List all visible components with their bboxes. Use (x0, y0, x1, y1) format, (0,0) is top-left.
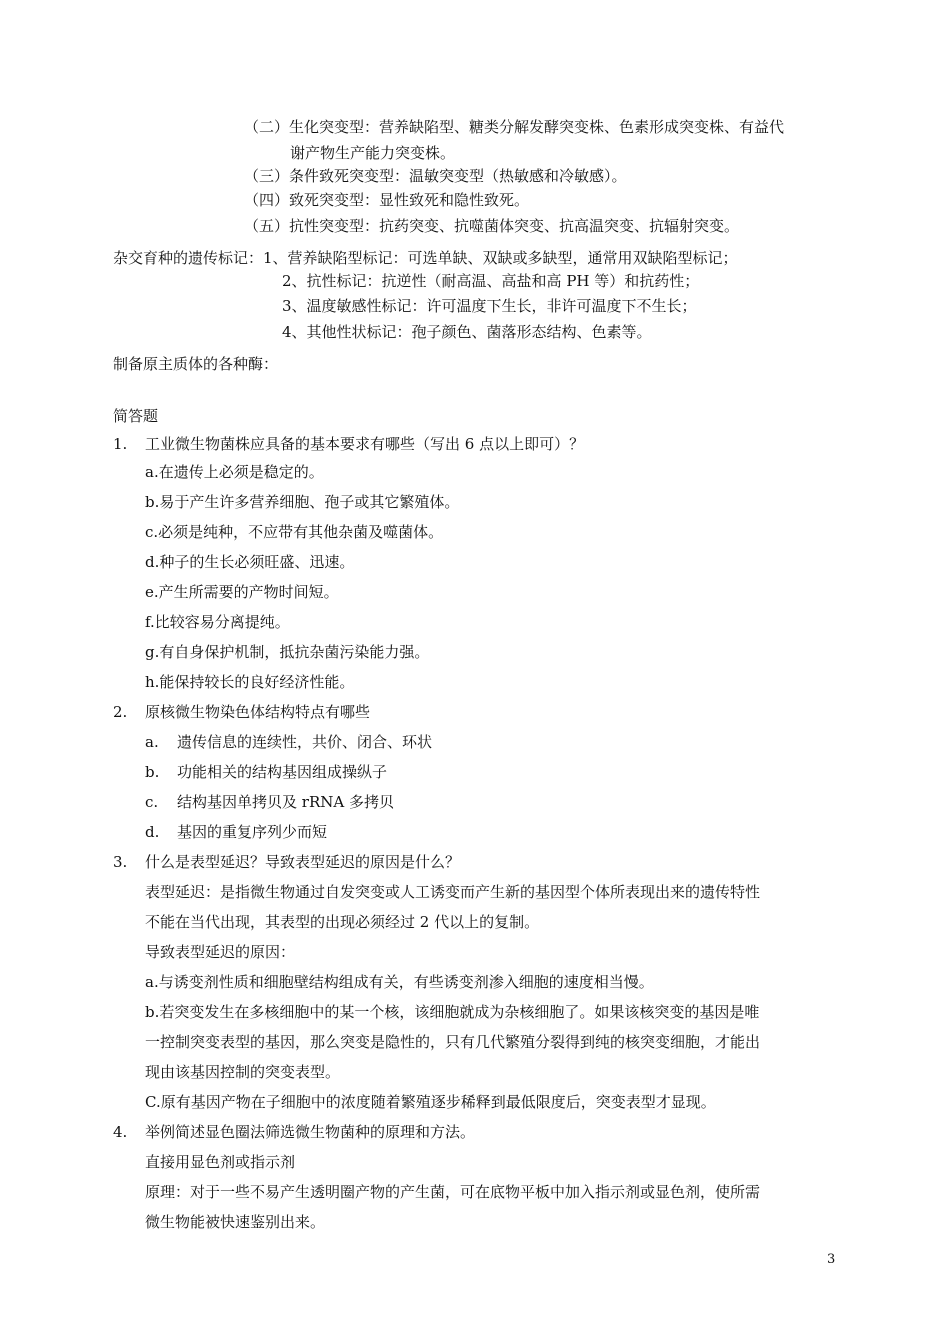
question-1-answer: h.能保持较长的良好经济性能。 (145, 673, 355, 691)
marker-temperature: 3、温度敏感性标记：许可温度下生长，非许可温度下不生长； (282, 297, 697, 315)
question-2-answer: 结构基因单拷贝及 rRNA 多拷贝 (177, 793, 394, 811)
question-2-number: 2. (113, 703, 128, 721)
question-3-line: 不能在当代出现，其表型的出现必须经过 2 代以上的复制。 (145, 913, 540, 931)
question-4-line: 原理：对于一些不易产生透明圈产物的产生菌，可在底物平板中加入指示剂或显色剂，使所需 (145, 1183, 761, 1201)
question-4-number: 4. (113, 1123, 128, 1141)
page-number: 3 (827, 1252, 836, 1267)
mutation-biochemical-line2: 谢产物生产能力突变株。 (290, 144, 456, 162)
question-3-number: 3. (113, 853, 128, 871)
question-2-answer: 基因的重复序列少而短 (177, 823, 328, 841)
question-2-answer: 功能相关的结构基因组成操纵子 (177, 763, 388, 781)
question-2-answer-label: a. (145, 733, 159, 751)
question-2-answer-label: d. (145, 823, 160, 841)
short-answer-heading: 简答题 (113, 407, 159, 425)
question-2-answer-label: b. (145, 763, 160, 781)
question-3-line: a.与诱变剂性质和细胞壁结构组成有关，有些诱变剂渗入细胞的速度相当慢。 (145, 973, 654, 991)
marker-resistance: 2、抗性标记：抗逆性（耐高温、高盐和高 PH 等）和抗药性； (282, 272, 700, 290)
question-1-answer: e.产生所需要的产物时间短。 (145, 583, 339, 601)
mutation-biochemical-line1: （二）生化突变型：营养缺陷型、糖类分解发酵突变株、色素形成突变株、有益代 (244, 118, 785, 136)
question-4-line: 微生物能被快速鉴别出来。 (145, 1213, 326, 1231)
question-3-line: 现由该基因控制的突变表型。 (145, 1063, 341, 1081)
question-2-answer-label: c. (145, 793, 159, 811)
question-3-line: C.原有基因产物在子细胞中的浓度随着繁殖逐步稀释到最低限度后，突变表型才显现。 (145, 1093, 716, 1111)
mutation-lethal: （四）致死突变型：显性致死和隐性致死。 (244, 191, 530, 209)
enzymes-heading: 制备原主质体的各种酶： (113, 355, 279, 373)
markers-intro: 杂交育种的遗传标记：1、营养缺陷型标记：可选单缺、双缺或多缺型，通常用双缺陷型标记； (113, 249, 738, 267)
question-3-line: b.若突变发生在多核细胞中的某一个核，该细胞就成为杂核细胞了。如果该核突变的基因是唯 (145, 1003, 760, 1021)
question-1-answer: b.易于产生许多营养细胞、孢子或其它繁殖体。 (145, 493, 460, 511)
question-4-text: 举例简述显色圈法筛选微生物菌种的原理和方法。 (145, 1123, 476, 1141)
question-3-text: 什么是表型延迟？导致表型延迟的原因是什么？ (145, 853, 461, 871)
mutation-resistance: （五）抗性突变型：抗药突变、抗噬菌体突变、抗高温突变、抗辐射突变。 (244, 217, 740, 235)
question-1-number: 1. (113, 435, 128, 453)
question-2-text: 原核微生物染色体结构特点有哪些 (145, 703, 371, 721)
question-1-answer: c.必须是纯种，不应带有其他杂菌及噬菌体。 (145, 523, 444, 541)
question-1-answer: a.在遗传上必须是稳定的。 (145, 463, 324, 481)
question-3-line: 导致表型延迟的原因： (145, 943, 296, 961)
mutation-conditional: （三）条件致死突变型：温敏突变型（热敏感和冷敏感）。 (244, 167, 627, 185)
question-3-line: 表型延迟：是指微生物通过自发突变或人工诱变而产生新的基因型个体所表现出来的遗传特性 (145, 883, 761, 901)
question-3-line: 一控制突变表型的基因，那么突变是隐性的，只有几代繁殖分裂得到纯的核突变细胞，才能出 (145, 1033, 761, 1051)
question-1-text: 工业微生物菌株应具备的基本要求有哪些（写出 6 点以上即可）？ (145, 435, 585, 453)
question-1-answer: f.比较容易分离提纯。 (145, 613, 290, 631)
question-1-answer: d.种子的生长必须旺盛、迅速。 (145, 553, 355, 571)
question-2-answer: 遗传信息的连续性，共价、闭合、环状 (177, 733, 433, 751)
marker-other: 4、其他性状标记：孢子颜色、菌落形态结构、色素等。 (282, 323, 652, 341)
question-4-line: 直接用显色剂或指示剂 (145, 1153, 296, 1171)
question-1-answer: g.有自身保护机制，抵抗杂菌污染能力强。 (145, 643, 430, 661)
